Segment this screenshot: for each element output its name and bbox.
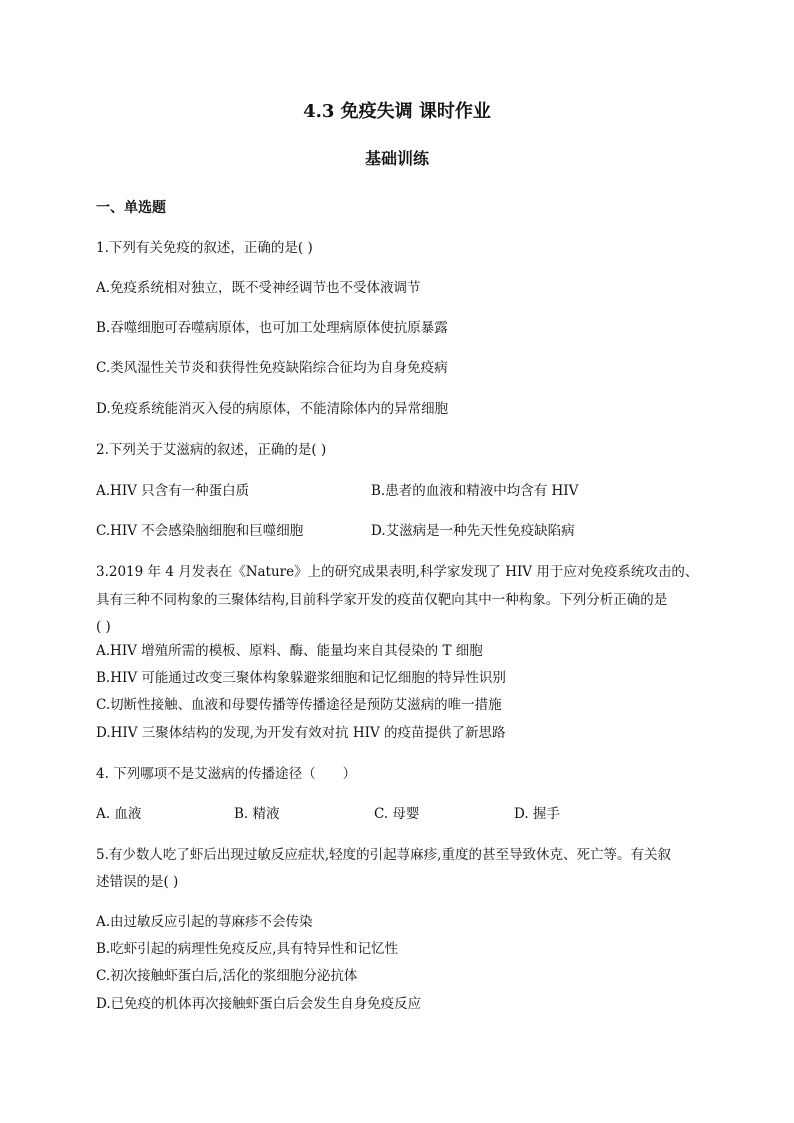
question-5-option-a: A.由过敏反应引起的荨麻疹不会传染 xyxy=(96,914,313,930)
question-3-option-d: D.HIV 三聚体结构的发现,为开发有效对抗 HIV 的疫苗提供了新思路 xyxy=(96,725,506,741)
question-4-option-a: A. 血液 xyxy=(96,806,142,822)
question-3-option-a: A.HIV 增殖所需的模板、原料、酶、能量均来自其侵染的 T 细胞 xyxy=(96,643,483,659)
question-2-stem: 2.下列关于艾滋病的叙述，正确的是( ) xyxy=(96,442,327,458)
question-1-option-a: A.免疫系统相对独立，既不受神经调节也不受体液调节 xyxy=(96,280,421,296)
question-5-stem-line-2: 述错误的是( ) xyxy=(96,874,179,890)
question-3-stem-line-2: 具有三种不同构象的三聚体结构,目前科学家开发的疫苗仅靶向其中一种构象。下列分析正确的是 xyxy=(96,592,668,608)
question-4-option-d: D. 握手 xyxy=(514,806,560,822)
question-4-option-c: C. 母婴 xyxy=(374,806,420,822)
question-5-stem-line-1: 5.有少数人吃了虾后出现过敏反应症状,轻度的引起荨麻疹,重度的甚至导致休克、死亡等。有关叙 xyxy=(96,847,671,863)
question-2-option-c: C.HIV 不会感染脑细胞和巨噬细胞 xyxy=(96,523,304,539)
question-3-stem-line-1: 3.2019 年 4 月发表在《Nature》上的研究成果表明,科学家发现了 HIV 用于应对免疫系统攻击的、 xyxy=(96,564,699,580)
question-5-option-b: B.吃虾引起的病理性免疫反应,具有特异性和记忆性 xyxy=(96,941,399,957)
page-subtitle: 基础训练 xyxy=(364,149,429,168)
page-title: 4.3 免疫失调 课时作业 xyxy=(303,101,491,122)
question-3-stem-line-3: ( ) xyxy=(96,619,111,635)
question-5-option-d: D.已免疫的机体再次接触虾蛋白后会发生自身免疫反应 xyxy=(96,996,422,1012)
question-2-option-b: B.患者的血液和精液中均含有 HIV xyxy=(371,483,579,499)
question-2-option-a: A.HIV 只含有一种蛋白质 xyxy=(96,483,250,499)
question-4-stem: 4. 下列哪项不是艾滋病的传播途径（ ） xyxy=(96,766,357,782)
question-4-option-b: B. 精液 xyxy=(234,806,280,822)
question-2-option-d: D.艾滋病是一种先天性免疫缺陷病 xyxy=(371,523,575,539)
question-5-option-c: C.初次接触虾蛋白后,活化的浆细胞分泌抗体 xyxy=(96,968,358,984)
section-heading: 一、单选题 xyxy=(96,200,166,216)
question-1-option-d: D.免疫系统能消灭入侵的病原体，不能清除体内的异常细胞 xyxy=(96,401,449,417)
question-1-option-c: C.类风湿性关节炎和获得性免疫缺陷综合征均为自身免疫病 xyxy=(96,360,448,376)
question-3-option-b: B.HIV 可能通过改变三聚体构象躲避浆细胞和记忆细胞的特异性识别 xyxy=(96,670,506,686)
question-1-stem: 1.下列有关免疫的叙述，正确的是( ) xyxy=(96,240,313,256)
question-3-option-c: C.切断性接触、血液和母婴传播等传播途径是预防艾滋病的唯一措施 xyxy=(96,697,502,713)
question-1-option-b: B.吞噬细胞可吞噬病原体，也可加工处理病原体使抗原暴露 xyxy=(96,320,448,336)
